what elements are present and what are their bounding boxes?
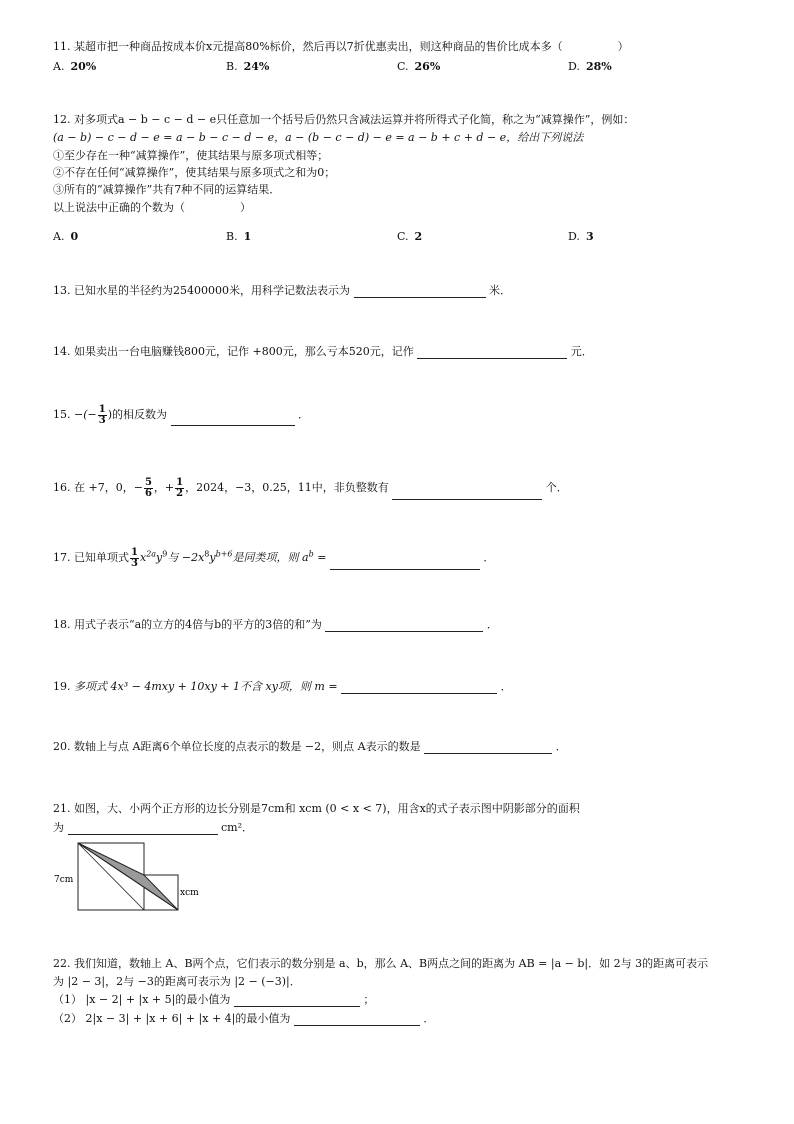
fraction: $\frac{1}{3}$ xyxy=(131,546,138,569)
answer-blank[interactable] xyxy=(294,1013,420,1026)
question-12-line1: 12. 对多项式a − b − c − d − e只任意加一个括号后仍然只含减法运算并将所得式子化简，称之为“减算操作”，例如： xyxy=(53,113,635,126)
option-c[interactable]: C. 26% xyxy=(397,60,441,73)
statement-2: ②不存在任何“减算操作”，使其结果与原多项式之和为0； xyxy=(53,166,336,179)
statement-1: ①至少存在一种“减算操作”，使其结果与原多项式相等； xyxy=(53,149,329,162)
answer-blank[interactable] xyxy=(341,681,497,694)
question-11 xyxy=(53,40,629,54)
squares-figure xyxy=(50,838,210,916)
answer-blank[interactable] xyxy=(424,741,552,754)
answer-blank[interactable] xyxy=(234,994,360,1007)
option-d[interactable]: D. 3 xyxy=(568,230,594,243)
question-22-part2: （2） 2|x − 3| + |x + 6| + |x + 4|的最小值为 ． xyxy=(53,1012,435,1025)
question-12-line2: (a − b) − c − d − e = a − b − c − d − e，a − (b − c − d) − e = a − b + c + d − e，给出下列说法 xyxy=(53,131,584,144)
fraction: $\frac{1}{2}$ xyxy=(176,476,184,499)
answer-blank[interactable] xyxy=(68,822,218,835)
answer-blank[interactable] xyxy=(354,285,486,298)
question-21-line1: 21. 如图，大、小两个正方形的边长分别是7cm和 xcm (0 < x < 7)，用含x的式子表示图中阴影部分的面积 xyxy=(53,802,580,815)
question-number: 14. xyxy=(53,345,71,358)
question-number: 11. xyxy=(53,40,71,53)
option-d[interactable]: D. 28% xyxy=(568,60,612,73)
option-a[interactable]: A. 0 xyxy=(53,230,79,243)
question-stem: 某超市把一种商品按成本价x元提高80%标价，然后再以7折优惠卖出，则这种商品的售价比成本多（ ） xyxy=(74,40,629,53)
option-c[interactable]: C. 2 xyxy=(397,230,423,243)
small-square-label: xcm xyxy=(180,888,199,898)
question-21-line2: 为 cm²． xyxy=(53,821,254,834)
answer-blank[interactable] xyxy=(330,557,480,570)
fraction: $\frac{1}{3}$ xyxy=(98,403,106,426)
question-number: 18. xyxy=(53,618,71,631)
question-number: 20. xyxy=(53,740,71,753)
question-22-line2: 为 |2 − 3|，2与 −3的距离可表示为 |2 − (−3)|． xyxy=(53,975,301,988)
answer-blank[interactable] xyxy=(392,487,542,500)
question-13: 13. 已知水星的半径约为25400000米，用科学记数法表示为 米． xyxy=(53,284,511,297)
question-18: 18. 用式子表示“a的立方的4倍与b的平方的3倍的和”为 ． xyxy=(53,618,498,631)
option-b[interactable]: B. 24% xyxy=(226,60,270,73)
question-number: 22. xyxy=(53,957,71,970)
question-15: 15. −(− $\frac{1}{3}$ )的相反数为 ． xyxy=(53,403,309,426)
statement-3: ③所有的“减算操作”共有7种不同的运算结果． xyxy=(53,183,281,196)
question-number: 21. xyxy=(53,802,71,815)
question-12-ask: 以上说法中正确的个数为（ ） xyxy=(53,201,251,214)
question-22-part1: （1） |x − 2| + |x + 5|的最小值为 ； xyxy=(53,993,375,1006)
answer-blank[interactable] xyxy=(325,619,483,632)
question-number: 13. xyxy=(53,284,71,297)
question-number: 17. xyxy=(53,551,71,564)
question-number: 15. xyxy=(53,408,71,421)
diagonal-line xyxy=(78,843,178,910)
question-22-line1: 22. 我们知道，数轴上 A、B两个点，它们表示的数分别是 a、b，那么 A、B两点之间的距离为 AB = |a − b|．如 2与 3的距离可表示 xyxy=(53,957,709,970)
answer-blank[interactable] xyxy=(417,346,567,359)
question-16: 16. 在 +7，0，− $\frac{5}{6}$ ，+ $\frac{1}{2}$ ，2024，−3，0.25，11中，非负整数有 个． xyxy=(53,476,568,499)
fraction: $\frac{5}{6}$ xyxy=(144,476,152,499)
question-17: 17. 已知单项式 $\frac{1}{3}$ $x^{2a}y^9$与 $-2x^8y^{b+6}$是同类项，则 $a^b$ = ． xyxy=(53,546,495,569)
question-14: 14. 如果卖出一台电脑赚钱800元，记作 +800元，那么亏本520元，记作 元． xyxy=(53,345,593,358)
question-number: 12. xyxy=(53,113,71,126)
answer-blank[interactable] xyxy=(171,413,295,426)
option-a[interactable]: A. 20% xyxy=(53,60,97,73)
question-number: 19. xyxy=(53,680,71,693)
question-20: 20. 数轴上与点 A距离6个单位长度的点表示的数是 −2，则点 A表示的数是 ． xyxy=(53,740,567,753)
option-b[interactable]: B. 1 xyxy=(226,230,252,243)
question-19: 19. 多项式 4x³ − 4mxy + 10xy + 1不含 xy项，则 m = ． xyxy=(53,680,512,693)
big-square-label: 7cm xyxy=(54,875,74,885)
question-number: 16. xyxy=(53,481,71,494)
